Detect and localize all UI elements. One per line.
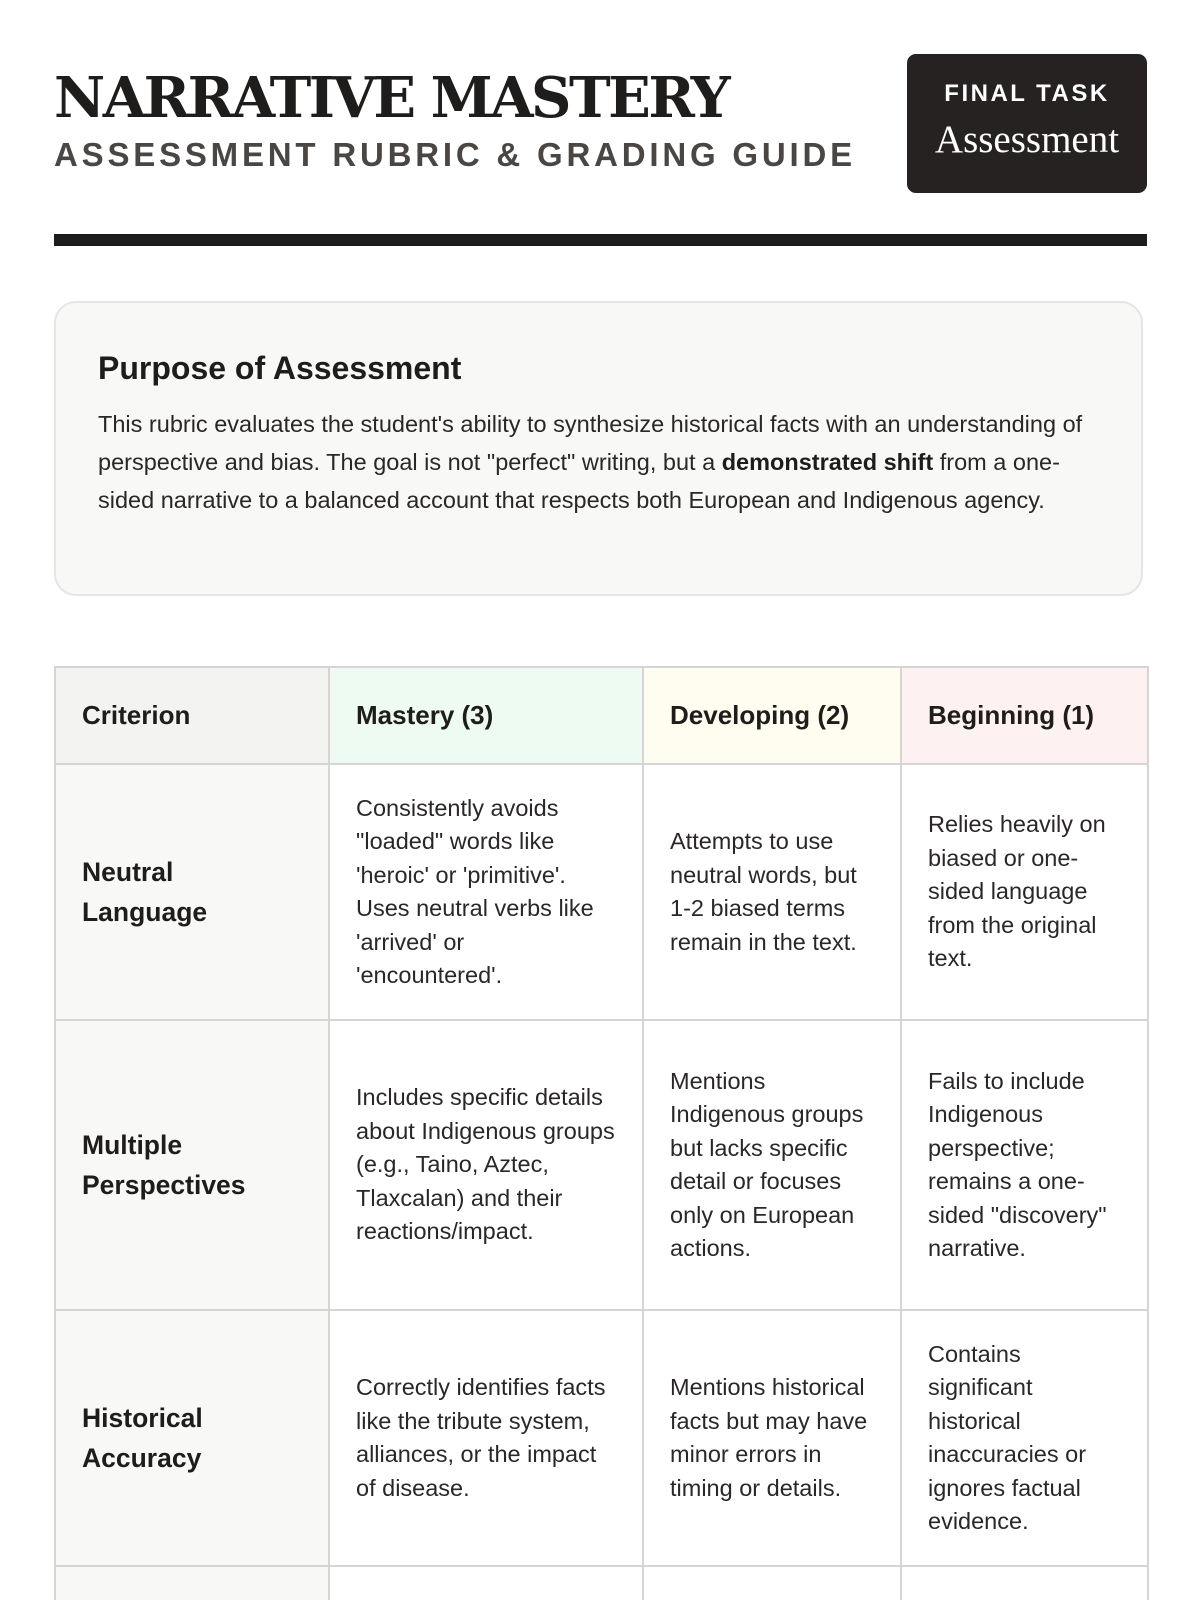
page-subtitle: ASSESSMENT RUBRIC & GRADING GUIDE [54,136,856,173]
purpose-title: Purpose of Assessment [98,350,462,386]
final-task-badge [907,54,1147,193]
badge-label: FINAL TASK [944,80,1110,107]
table-row [55,1310,1148,1566]
page-title: NARRATIVE MASTERY [54,65,729,131]
mastery-cell: Includes specific details about Indigenous groups (e.g., Taino, Aztec, Tlaxcalan) and their reactions/impact. [329,1020,643,1310]
rubric-header-row [55,667,1148,764]
developing-cell: Mentions historical facts but may have minor errors in timing or details. [643,1310,901,1566]
criterion-cell: Neutral Language [55,764,329,1020]
mastery-cell [329,1566,643,1600]
purpose-body [98,405,1098,519]
mastery-cell: Consistently avoids "loaded" words like 'heroic' or 'primitive'. Uses neutral verbs like 'arrived' or 'encountered'. [329,764,643,1020]
header-mastery: Mastery (3) [329,667,643,764]
criterion-cell: Multiple Perspectives [55,1020,329,1310]
rubric-page [54,0,1147,1534]
table-row-partial [55,1566,1148,1600]
beginning-cell: Relies heavily on biased or one-sided language from the original text. [901,764,1148,1020]
table-row [55,764,1148,1020]
developing-cell: Mentions Indigenous groups but lacks specific detail or focuses only on European actions. [643,1020,901,1310]
purpose-text-start: This rubric evaluates the student's ability to synthesize historical facts with an understanding of perspective and bias. The goal is not "perfect" writing, but a [98,411,1083,475]
developing-cell [643,1566,901,1600]
header-beginning: Beginning (1) [901,667,1148,764]
beginning-cell: Contains significant historical inaccuracies or ignores factual evidence. [901,1310,1148,1566]
header-divider [54,234,1147,246]
beginning-cell: Fails to include Indigenous perspective; remains a one-sided "discovery" narrative. [901,1020,1148,1310]
purpose-text-end: from a one-sided narrative to a balanced account that respects both European and Indigenous agency. [98,449,1060,513]
header-criterion: Criterion [55,667,329,764]
rubric-table [54,666,1149,1600]
mastery-cell: Correctly identifies facts like the tribute system, alliances, or the impact of disease. [329,1310,643,1566]
developing-cell: Attempts to use neutral words, but 1-2 biased terms remain in the text. [643,764,901,1020]
badge-title: Assessment [934,118,1120,161]
criterion-cell [55,1566,329,1600]
purpose-text-emphasis: demonstrated shift [721,449,934,475]
page-header [54,0,1147,246]
table-row [55,1020,1148,1310]
purpose-card [54,301,1143,596]
criterion-cell: Historical Accuracy [55,1310,329,1566]
header-developing: Developing (2) [643,667,901,764]
beginning-cell [901,1566,1148,1600]
